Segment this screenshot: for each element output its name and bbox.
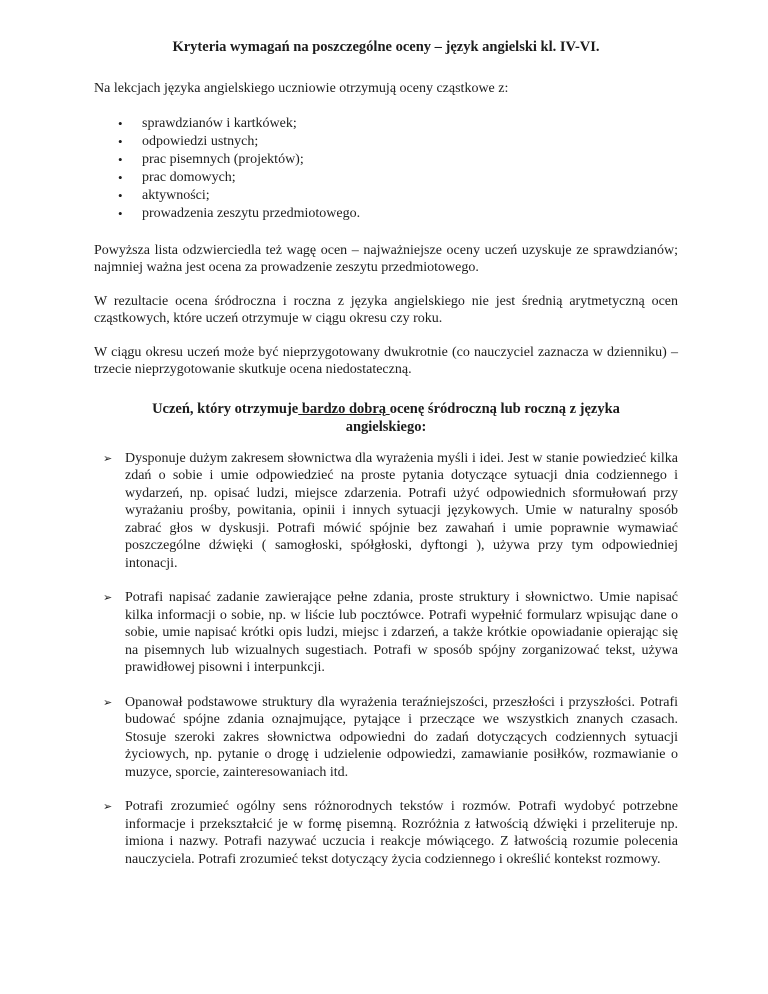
bullet-icon: • [118, 187, 123, 203]
bullet-icon: • [118, 169, 123, 185]
list-item [94, 169, 678, 187]
bullet-icon: • [118, 115, 123, 131]
intro-paragraph: Na lekcjach języka angielskiego uczniowie otrzymują oceny cząstkowe z: [94, 81, 509, 96]
criterion-text: Potrafi napisać zadanie zawierające pełne zdania, proste struktury i słownictwo. Umie napisać kilka informacji o sobie, np. w liście lub pocztówce. Potrafi wypełnić formularz wpisując dane o sobie, umie napisać krótki opis ludzi, miejsc i zdarzeń, a także krótkie opowiadanie opierając się na pisemnych lub wizualnych sugestiach. Potrafi w sposób spójny zorganizować tekst, używa prawidłowej pisowni i interpunkcji. [125, 590, 678, 675]
criterion-item [94, 798, 678, 868]
body-paragraph-weights: Powyższa lista odzwierciedla też wagę ocen – najważniejsze oceny uczeń uzyskuje ze sprawdzianów; najmniej ważna jest ocena za prowadzenie zeszytu przedmiotowego. [94, 242, 678, 275]
list-item [94, 151, 678, 169]
arrow-bullet-icon: ➢ [103, 591, 113, 604]
heading-pre: Uczeń, który otrzymuje [152, 400, 299, 417]
body-paragraph-average: W rezultacie ocena śródroczna i roczna z języka angielskiego nie jest średnią arytmetyczną ocen cząstkowych, które uczeń otrzymuje w ciągu okresu czy roku. [94, 293, 678, 326]
criterion-item [94, 589, 678, 677]
criterion-text: Potrafi zrozumieć ogólny sens różnorodnych tekstów i rozmów. Potrafi wydobyć potrzebne informacje i przekształcić je w formę pisemną. Rozróżnia z łatwością dźwięki i przeliteruje np. imiona i nazwy. Potrafi nazywać uczucia i reakcje mówiącego. Z łatwością rozumie polecenia nauczyciela. Potrafi zrozumieć tekst dotyczący życia codziennego i określić kontekst rozmowy. [125, 799, 678, 867]
criterion-text: Opanował podstawowe struktury dla wyrażenia teraźniejszości, przeszłości i przyszłości. Potrafi budować spójne zdania oznajmujące, pytające i przeczące we wszystkich znanych czasach. Stosuje szeroki zakres słownictwa odpowiedni do zadań dotyczących codziennych sytuacji życiowych, np. pytanie o drogę i udzielenie odpowiedzi, zamawianie posiłków, rozmawianie o muzyce, sporcie, zainteresowaniach itd. [125, 694, 678, 780]
list-item-label: prowadzenia zeszytu przedmiotowego. [142, 205, 361, 221]
section-heading [94, 400, 678, 436]
criterion-text: Dysponuje dużym zakresem słownictwa dla wyrażenia myśli i idei. Jest w stanie powiedzieć kilka zdań o sobie i umie odpowiedzieć na proste pytania dotyczące sytuacji dnia codziennego i wydarzeń, np. opisać ludzi, miejsce zdarzenia. Potrafi użyć odpowiednich sformułowań przy wyrażaniu prośby, powitania, opinii i innych sytuacji językowych. Umie w naturalny sposób zabrać głos w dyskusji. Potrafi mówić spójnie bez zawahań i umie poprawnie wymawiać poszczególne dźwięki ( samogłoski, spółgłoski, dyftongi ), używa przy tym odpowiedniej intonacji. [125, 450, 678, 571]
list-item [94, 115, 678, 133]
list-item [94, 133, 678, 151]
list-item-label: odpowiedzi ustnych; [142, 133, 259, 149]
criteria-list [94, 450, 678, 869]
list-item-label: aktywności; [142, 187, 210, 203]
bullet-icon: • [118, 133, 123, 149]
grade-sources-list [94, 115, 678, 223]
page-title: Kryteria wymagań na poszczególne oceny – język angielski kl. IV-VI. [172, 39, 600, 55]
list-item [94, 205, 678, 223]
arrow-bullet-icon: ➢ [103, 800, 113, 813]
criterion-item [94, 450, 678, 573]
list-item-label: prac pisemnych (projektów); [142, 151, 304, 167]
bullet-icon: • [118, 205, 123, 221]
arrow-bullet-icon: ➢ [103, 695, 113, 709]
heading-grade-underlined: bardzo dobrą [298, 400, 390, 417]
criterion-item [94, 694, 678, 782]
arrow-bullet-icon: ➢ [103, 451, 113, 465]
list-item [94, 187, 678, 205]
heading-post: ocenę śródroczną lub roczną z języka angielskiego: [345, 400, 620, 435]
list-item-label: sprawdzianów i kartkówek; [142, 115, 297, 131]
body-paragraph-unprepared: W ciągu okresu uczeń może być nieprzygotowany dwukrotnie (co nauczyciel zaznacza w dzienniku) – trzecie nieprzygotowanie skutkuje ocena niedostateczną. [94, 344, 678, 377]
list-item-label: prac domowych; [142, 169, 236, 185]
bullet-icon: • [118, 151, 123, 167]
